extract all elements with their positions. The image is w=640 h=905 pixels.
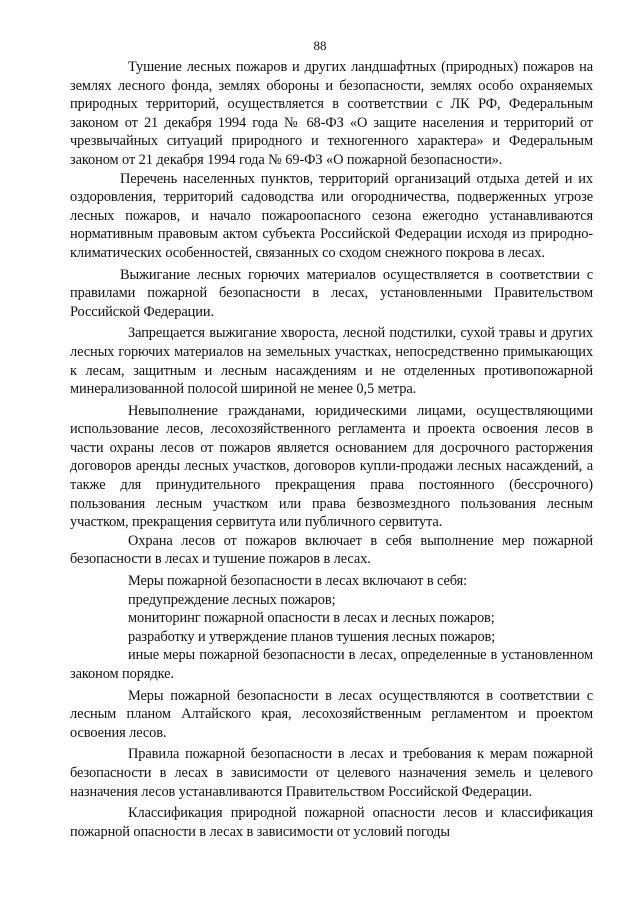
paragraph-measures-implementation: Меры пожарной безопасности в лесах осуществляются в соответствии с лесным планом Алтайского края, лесохозяйственным регламентом и проектом освоения лесов. <box>70 687 593 741</box>
paragraph-burning-prohibition: Запрещается выжигание хвороста, лесной подстилки, сухой травы и других лесных горючих материалов на земельных участках, непосредственно примыкающих к лесам, защитным и лесным насаждениям и не отделенных противопожарной минерализованной полосой шириной не менее 0,5 метра. <box>70 325 593 398</box>
paragraph-burning-materials: Выжигание лесных горючих материалов осуществляется в соответствии с правилами пожарной безопасности в лесах, установленными Правительством Российской Федерации. <box>70 266 593 320</box>
paragraph-fire-safety-rules: Правила пожарной безопасности в лесах и требования к мерам пожарной безопасности в лесах в зависимости от целевого назначения земель и целевого назначения лесов устанавливаются Правительством Российской Федерации. <box>70 746 593 800</box>
list-item-other-measures: иные меры пожарной безопасности в лесах, определенные в установленном законом порядке. <box>70 647 593 682</box>
page-number: 88 <box>313 38 327 53</box>
paragraph-classification: Классификация природной пожарной опасности лесов и классификация пожарной опасности в лесах в зависимости от условий погоды <box>70 805 593 840</box>
paragraph-non-compliance: Невыполнение гражданами, юридическими лицами, осуществляющими использование лесов, лесохозяйственного регламента и проекта освоения лесов в части охраны лесов от пожаров является основанием для досрочного расторжения договоров аренды лесных участков, договоров купли-продажи лесных насаждений, а также для принудительного прекращения права постоянного (бессрочного) пользования лесным участком или права безвозмездного пользования лесным участком, прекращения сервитута или публичного сервитута. <box>70 402 593 531</box>
paragraph-forest-protection: Охрана лесов от пожаров включает в себя выполнение мер пожарной безопасности в лесах и тушение пожаров в лесах. <box>70 532 593 568</box>
document-body <box>70 58 593 841</box>
paragraph-fire-suppression: Тушение лесных пожаров и других ландшафтных (природных) пожаров на землях лесного фонда, землях обороны и безопасности, землях особо охраняемых природных территорий, осуществляется в соответствии с ЛК РФ, Федеральным законом от 21 декабря 1994 года № 68-ФЗ «О защите населения и территорий от чрезвычайных ситуаций природного и техногенного характера» и Федеральным законом от 21 декабря 1994 года № 69-ФЗ «О пожарной безопасности». <box>70 59 593 168</box>
list-item-plans: разработку и утверждение планов тушения лесных пожаров; <box>128 628 496 645</box>
paragraph-settlements-list: Перечень населенных пунктов, территорий организаций отдыха детей и их оздоровления, территорий садоводства или огородничества, подверженных угрозе лесных пожаров, и начало пожароопасного сезона ежегодно устанавливаются нормативным правовым актом субъекта Российской Федерации исходя из природно-климатических особенностей, связанных со сходом снежного покрова в лесах. <box>70 170 593 261</box>
list-item-prevention: предупреждение лесных пожаров; <box>128 591 336 608</box>
paragraph-measures-intro: Меры пожарной безопасности в лесах включают в себя: <box>128 573 468 590</box>
list-item-monitoring: мониторинг пожарной опасности в лесах и лесных пожаров; <box>128 610 495 627</box>
